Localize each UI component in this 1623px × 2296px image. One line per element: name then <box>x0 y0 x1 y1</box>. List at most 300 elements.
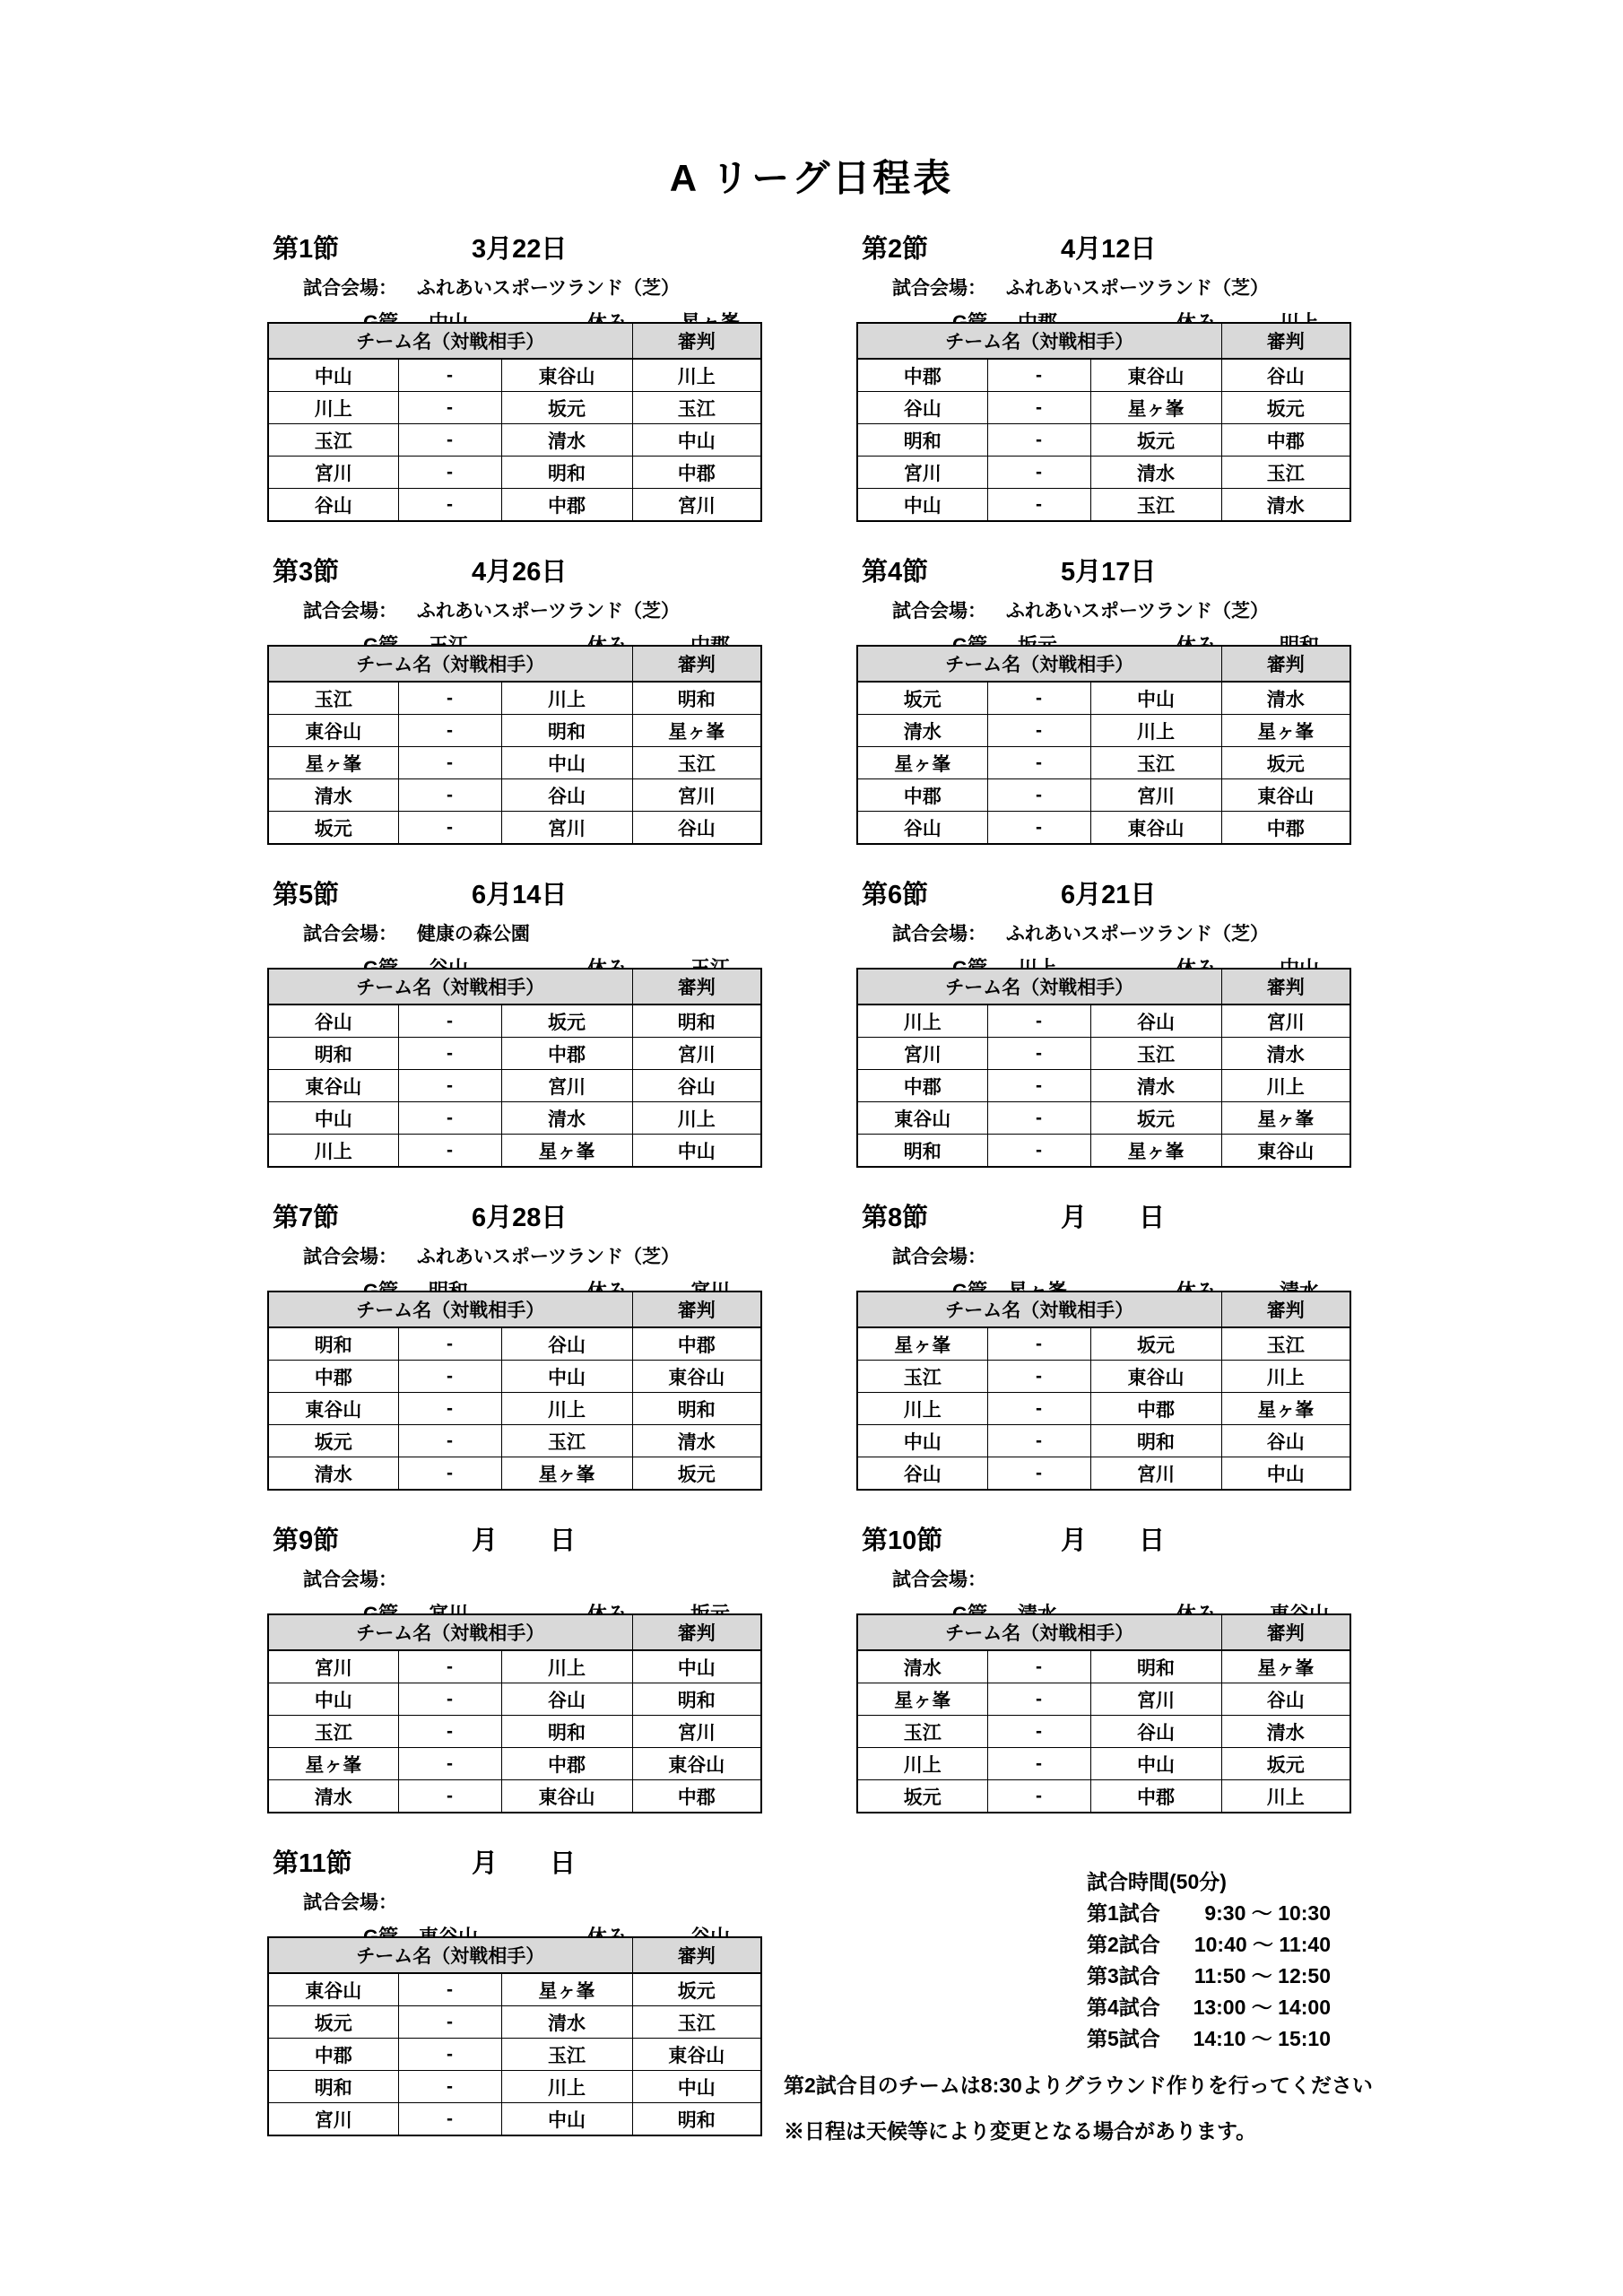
match-vs-dash: - <box>398 2039 501 2071</box>
match-opponent: 東谷山 <box>501 1780 632 1813</box>
match-opponent: 清水 <box>501 424 632 457</box>
match-row <box>857 1780 1350 1813</box>
match-opponent: 川上 <box>501 682 632 715</box>
match-opponent: 宮川 <box>1090 1683 1221 1716</box>
match-vs-dash: - <box>987 779 1090 812</box>
match-opponent: 明和 <box>1090 1650 1221 1683</box>
match-row <box>857 1425 1350 1457</box>
match-row <box>857 1650 1350 1683</box>
match-table <box>267 322 762 522</box>
match-opponent: 中郡 <box>501 1038 632 1070</box>
venue-label: 試合会場： <box>892 278 986 299</box>
match-row <box>268 1650 761 1683</box>
match-row <box>268 1038 761 1070</box>
match-team: 川上 <box>268 1135 398 1168</box>
match-time-label: 第5試合 <box>1087 2027 1160 2050</box>
match-opponent: 東谷山 <box>1090 359 1221 392</box>
match-opponent: 中郡 <box>1090 1780 1221 1813</box>
match-opponent: 中郡 <box>501 1748 632 1780</box>
match-team: 星ヶ峯 <box>268 747 398 779</box>
match-opponent: 川上 <box>501 1650 632 1683</box>
section-title: 第9節 <box>273 1526 340 1555</box>
match-row <box>268 457 761 489</box>
match-vs-dash: - <box>987 1004 1090 1038</box>
match-vs-dash: - <box>398 1102 501 1135</box>
match-row <box>268 812 761 845</box>
match-referee: 清水 <box>1221 489 1350 522</box>
section-date: 6月28日 <box>472 1204 568 1232</box>
match-vs-dash: - <box>987 392 1090 424</box>
match-vs-dash: - <box>398 1135 501 1168</box>
match-team: 谷山 <box>268 489 398 522</box>
match-opponent: 谷山 <box>1090 1716 1221 1748</box>
match-row <box>857 392 1350 424</box>
match-opponent: 明和 <box>501 457 632 489</box>
match-row <box>857 1748 1350 1780</box>
match-time-row <box>1087 1992 1331 2023</box>
team-vs-header: チーム名（対戦相手） <box>268 1292 632 1327</box>
match-table <box>856 645 1351 845</box>
match-row <box>268 1780 761 1813</box>
match-opponent: 坂元 <box>1090 1327 1221 1361</box>
match-row <box>268 489 761 522</box>
match-table-header-row <box>268 1292 761 1327</box>
match-opponent: 玉江 <box>501 1425 632 1457</box>
match-row <box>268 2006 761 2039</box>
match-row <box>268 359 761 392</box>
match-table <box>856 1291 1351 1491</box>
match-row <box>857 359 1350 392</box>
match-opponent: 坂元 <box>501 1004 632 1038</box>
match-opponent: 玉江 <box>501 2039 632 2071</box>
match-vs-dash: - <box>398 747 501 779</box>
section-title: 第2節 <box>862 235 929 264</box>
match-opponent: 東谷山 <box>501 359 632 392</box>
match-row <box>268 2071 761 2103</box>
league-round-section <box>267 1197 771 1520</box>
match-team: 明和 <box>268 2071 398 2103</box>
match-team: 川上 <box>857 1748 987 1780</box>
venue-value: ふれあいスポーツランド（芝） <box>1005 278 1270 299</box>
match-vs-dash: - <box>987 424 1090 457</box>
match-opponent: 清水 <box>1090 457 1221 489</box>
match-opponent: 中郡 <box>1090 1393 1221 1425</box>
weather-change-note: ※日程は天候等により変更となる場合があります。 <box>784 2119 1257 2143</box>
match-referee: 中山 <box>632 1650 761 1683</box>
match-opponent: 宮川 <box>501 812 632 845</box>
match-opponent: 川上 <box>1090 715 1221 747</box>
match-referee: 東谷山 <box>632 1748 761 1780</box>
match-team: 星ヶ峯 <box>857 1327 987 1361</box>
match-referee: 玉江 <box>632 2006 761 2039</box>
match-opponent: 坂元 <box>501 392 632 424</box>
match-row <box>857 812 1350 845</box>
match-row <box>268 747 761 779</box>
section-date: 6月14日 <box>472 881 568 909</box>
section-title: 第8節 <box>862 1204 929 1232</box>
match-vs-dash: - <box>987 747 1090 779</box>
match-time-value: 13:00 ～ 14:00 <box>1193 1996 1331 2019</box>
match-vs-dash: - <box>987 1683 1090 1716</box>
match-team: 東谷山 <box>268 1070 398 1102</box>
venue-value: ふれあいスポーツランド（芝） <box>416 601 681 622</box>
match-vs-dash: - <box>398 1780 501 1813</box>
match-vs-dash: - <box>398 1683 501 1716</box>
match-team: 清水 <box>268 1457 398 1491</box>
match-referee: 坂元 <box>1221 1748 1350 1780</box>
match-opponent: 明和 <box>501 715 632 747</box>
match-referee: 星ヶ峯 <box>1221 1102 1350 1135</box>
match-vs-dash: - <box>987 489 1090 522</box>
team-vs-header: チーム名（対戦相手） <box>857 1614 1221 1650</box>
venue-value: 健康の森公園 <box>416 924 530 944</box>
venue-label: 試合会場： <box>892 601 986 622</box>
section-date: 6月21日 <box>1061 881 1157 909</box>
match-opponent: 中山 <box>1090 1748 1221 1780</box>
match-row <box>268 1361 761 1393</box>
match-referee: 川上 <box>632 359 761 392</box>
match-referee: 星ヶ峯 <box>632 715 761 747</box>
match-team: 玉江 <box>857 1716 987 1748</box>
match-vs-dash: - <box>398 457 501 489</box>
match-team: 玉江 <box>268 1716 398 1748</box>
match-referee: 中山 <box>632 2071 761 2103</box>
match-referee: 星ヶ峯 <box>1221 1650 1350 1683</box>
match-vs-dash: - <box>987 1361 1090 1393</box>
venue-label: 試合会場： <box>303 1570 397 1590</box>
match-referee: 明和 <box>632 1393 761 1425</box>
referee-header: 審判 <box>632 646 761 682</box>
match-table <box>267 1936 762 2136</box>
match-opponent: 星ヶ峯 <box>501 1457 632 1491</box>
venue-row <box>303 919 530 946</box>
match-referee: 明和 <box>632 1683 761 1716</box>
match-vs-dash: - <box>398 1716 501 1748</box>
league-round-section <box>267 1843 771 2166</box>
match-opponent: 谷山 <box>1090 1004 1221 1038</box>
match-team: 坂元 <box>857 1780 987 1813</box>
match-opponent: 星ヶ峯 <box>501 1973 632 2006</box>
match-opponent: 宮川 <box>501 1070 632 1102</box>
match-row <box>857 1102 1350 1135</box>
section-title: 第1節 <box>273 235 340 264</box>
match-vs-dash: - <box>398 715 501 747</box>
match-referee: 川上 <box>632 1102 761 1135</box>
match-table-header-row <box>268 646 761 682</box>
section-title: 第6節 <box>862 881 929 909</box>
match-team: 中山 <box>857 489 987 522</box>
match-row <box>857 1135 1350 1168</box>
match-opponent: 坂元 <box>1090 424 1221 457</box>
match-team: 星ヶ峯 <box>857 1683 987 1716</box>
match-team: 谷山 <box>857 392 987 424</box>
match-team: 明和 <box>268 1038 398 1070</box>
match-row <box>268 424 761 457</box>
match-vs-dash: - <box>398 1650 501 1683</box>
ground-preparation-note: 第2試合目のチームは8:30よりグラウンド作りを行ってください <box>784 2074 1373 2097</box>
match-team: 坂元 <box>268 1425 398 1457</box>
venue-value: ふれあいスポーツランド（芝） <box>1005 601 1270 622</box>
match-referee: 清水 <box>1221 1716 1350 1748</box>
match-vs-dash: - <box>398 1748 501 1780</box>
match-row <box>268 1135 761 1168</box>
match-row <box>857 1038 1350 1070</box>
match-team: 明和 <box>268 1327 398 1361</box>
match-team: 清水 <box>268 779 398 812</box>
match-time-label: 第4試合 <box>1087 1996 1160 2019</box>
page-title: A リーグ日程表 <box>669 157 954 199</box>
match-vs-dash: - <box>398 2006 501 2039</box>
match-team: 星ヶ峯 <box>857 747 987 779</box>
match-row <box>857 747 1350 779</box>
match-referee: 坂元 <box>632 1457 761 1491</box>
match-table <box>856 322 1351 522</box>
match-referee: 清水 <box>632 1425 761 1457</box>
match-vs-dash: - <box>398 779 501 812</box>
match-table-header-row <box>857 969 1350 1004</box>
team-vs-header: チーム名（対戦相手） <box>268 1614 632 1650</box>
match-row <box>857 489 1350 522</box>
match-opponent: 川上 <box>501 1393 632 1425</box>
match-referee: 中郡 <box>632 1327 761 1361</box>
referee-header: 審判 <box>632 969 761 1004</box>
match-time-row <box>1087 1929 1331 1961</box>
match-vs-dash: - <box>987 1780 1090 1813</box>
match-vs-dash: - <box>987 1070 1090 1102</box>
match-row <box>268 715 761 747</box>
league-round-section <box>856 229 1360 552</box>
match-referee: 明和 <box>632 682 761 715</box>
match-vs-dash: - <box>987 1748 1090 1780</box>
venue-row <box>892 596 1269 623</box>
match-row <box>857 1070 1350 1102</box>
match-team: 清水 <box>857 1650 987 1683</box>
match-vs-dash: - <box>987 1457 1090 1491</box>
referee-header: 審判 <box>1221 646 1350 682</box>
league-round-section <box>267 874 771 1197</box>
match-opponent: 谷山 <box>501 1327 632 1361</box>
match-vs-dash: - <box>987 1038 1090 1070</box>
match-team: 宮川 <box>857 457 987 489</box>
match-row <box>268 1973 761 2006</box>
match-referee: 明和 <box>632 2103 761 2136</box>
match-referee: 清水 <box>1221 682 1350 715</box>
match-table-header-row <box>268 323 761 359</box>
match-opponent: 清水 <box>501 2006 632 2039</box>
match-team: 東谷山 <box>268 1973 398 2006</box>
match-referee: 東谷山 <box>632 2039 761 2071</box>
match-opponent: 玉江 <box>1090 747 1221 779</box>
match-team: 坂元 <box>857 682 987 715</box>
match-vs-dash: - <box>987 1716 1090 1748</box>
match-referee: 東谷山 <box>1221 1135 1350 1168</box>
match-table <box>856 968 1351 1168</box>
match-time-value: 11:50 ～ 12:50 <box>1193 1964 1331 1987</box>
match-referee: 坂元 <box>1221 747 1350 779</box>
match-referee: 星ヶ峯 <box>1221 1393 1350 1425</box>
match-row <box>268 1425 761 1457</box>
match-vs-dash: - <box>398 1327 501 1361</box>
match-row <box>857 1457 1350 1491</box>
venue-label: 試合会場： <box>303 278 397 299</box>
league-round-section <box>856 1520 1360 1843</box>
match-vs-dash: - <box>398 1070 501 1102</box>
match-opponent: 中山 <box>501 1361 632 1393</box>
match-row <box>857 1683 1350 1716</box>
match-table <box>856 1613 1351 1813</box>
match-team: 清水 <box>268 1780 398 1813</box>
venue-row <box>303 274 680 300</box>
match-row <box>268 1004 761 1038</box>
match-team: 中山 <box>268 1683 398 1716</box>
match-row <box>268 1327 761 1361</box>
match-opponent: 明和 <box>501 1716 632 1748</box>
match-opponent: 宮川 <box>1090 779 1221 812</box>
notes-block <box>784 2063 1373 2154</box>
referee-header: 審判 <box>632 1937 761 1973</box>
team-vs-header: チーム名（対戦相手） <box>857 969 1221 1004</box>
referee-header: 審判 <box>632 1292 761 1327</box>
team-vs-header: チーム名（対戦相手） <box>268 323 632 359</box>
venue-row <box>892 919 1269 946</box>
match-opponent: 星ヶ峯 <box>1090 392 1221 424</box>
match-table-header-row <box>857 1614 1350 1650</box>
match-row <box>268 682 761 715</box>
venue-row <box>303 1565 412 1592</box>
venue-row <box>892 1242 1001 1269</box>
match-opponent: 宮川 <box>1090 1457 1221 1491</box>
match-vs-dash: - <box>398 2103 501 2136</box>
match-referee: 清水 <box>1221 1038 1350 1070</box>
match-row <box>857 1004 1350 1038</box>
venue-row <box>303 1888 412 1915</box>
section-date: 4月12日 <box>1061 235 1157 264</box>
venue-label: 試合会場： <box>892 1247 986 1267</box>
match-team: 中山 <box>268 359 398 392</box>
referee-header: 審判 <box>1221 1292 1350 1327</box>
match-referee: 宮川 <box>632 1716 761 1748</box>
match-row <box>857 1716 1350 1748</box>
match-referee: 坂元 <box>632 1973 761 2006</box>
match-time-row <box>1087 2023 1331 2055</box>
venue-value: ふれあいスポーツランド（芝） <box>416 1247 681 1267</box>
venue-label: 試合会場： <box>303 924 397 944</box>
section-date: 4月26日 <box>472 558 568 587</box>
match-time-row <box>1087 1898 1331 1929</box>
match-referee: 谷山 <box>1221 1683 1350 1716</box>
venue-row <box>892 274 1269 300</box>
match-row <box>857 715 1350 747</box>
section-date: 月 日 <box>472 1849 577 1878</box>
match-vs-dash: - <box>987 1327 1090 1361</box>
match-team: 明和 <box>857 1135 987 1168</box>
match-team: 川上 <box>857 1393 987 1425</box>
league-round-section <box>856 552 1360 874</box>
match-team: 中郡 <box>857 359 987 392</box>
venue-row <box>892 1565 1001 1592</box>
match-team: 星ヶ峯 <box>268 1748 398 1780</box>
match-referee: 宮川 <box>632 1038 761 1070</box>
match-vs-dash: - <box>987 1650 1090 1683</box>
team-vs-header: チーム名（対戦相手） <box>268 1937 632 1973</box>
match-referee: 宮川 <box>1221 1004 1350 1038</box>
match-team: 明和 <box>857 424 987 457</box>
team-vs-header: チーム名（対戦相手） <box>268 646 632 682</box>
match-team: 東谷山 <box>268 1393 398 1425</box>
match-team: 坂元 <box>268 2006 398 2039</box>
venue-label: 試合会場： <box>892 1570 986 1590</box>
match-referee: 坂元 <box>1221 392 1350 424</box>
match-opponent: 中山 <box>501 747 632 779</box>
venue-value: ふれあいスポーツランド（芝） <box>1005 924 1270 944</box>
match-team: 谷山 <box>268 1004 398 1038</box>
match-opponent: 玉江 <box>1090 1038 1221 1070</box>
match-referee: 玉江 <box>632 392 761 424</box>
match-row <box>268 392 761 424</box>
match-referee: 中郡 <box>632 1780 761 1813</box>
match-times-title: 試合時間(50分) <box>1087 1870 1227 1893</box>
match-table-header-row <box>268 969 761 1004</box>
match-row <box>268 1716 761 1748</box>
match-opponent: 東谷山 <box>1090 1361 1221 1393</box>
match-referee: 星ヶ峯 <box>1221 715 1350 747</box>
match-row <box>268 779 761 812</box>
venue-row <box>303 1242 680 1269</box>
league-round-section <box>267 229 771 552</box>
venue-label: 試合会場： <box>303 601 397 622</box>
referee-header: 審判 <box>1221 323 1350 359</box>
match-vs-dash: - <box>987 812 1090 845</box>
section-date: 5月17日 <box>1061 558 1157 587</box>
match-row <box>857 457 1350 489</box>
match-team: 中郡 <box>268 2039 398 2071</box>
match-team: 中郡 <box>268 1361 398 1393</box>
venue-label: 試合会場： <box>892 924 986 944</box>
venue-label: 試合会場： <box>303 1247 397 1267</box>
team-vs-header: チーム名（対戦相手） <box>857 323 1221 359</box>
referee-header: 審判 <box>1221 1614 1350 1650</box>
match-vs-dash: - <box>987 1393 1090 1425</box>
match-vs-dash: - <box>398 1457 501 1491</box>
section-title: 第11節 <box>273 1849 352 1878</box>
venue-row <box>303 596 680 623</box>
match-opponent: 中郡 <box>501 489 632 522</box>
match-vs-dash: - <box>398 1004 501 1038</box>
match-referee: 中山 <box>1221 1457 1350 1491</box>
venue-label: 試合会場： <box>303 1892 397 1913</box>
match-referee: 谷山 <box>632 812 761 845</box>
section-date: 月 日 <box>472 1526 577 1555</box>
match-referee: 川上 <box>1221 1780 1350 1813</box>
match-row <box>268 1393 761 1425</box>
match-row <box>857 424 1350 457</box>
match-time-value: 10:40 ～ 11:40 <box>1193 1933 1331 1956</box>
match-row <box>857 682 1350 715</box>
match-team: 谷山 <box>857 812 987 845</box>
match-referee: 谷山 <box>632 1070 761 1102</box>
match-team: 玉江 <box>268 424 398 457</box>
match-time-value: 14:10 ～ 15:10 <box>1193 2027 1331 2050</box>
referee-header: 審判 <box>1221 969 1350 1004</box>
section-date: 3月22日 <box>472 235 568 264</box>
section-title: 第5節 <box>273 881 340 909</box>
match-referee: 中山 <box>632 424 761 457</box>
section-title: 第4節 <box>862 558 929 587</box>
match-referee: 中山 <box>632 1135 761 1168</box>
match-opponent: 東谷山 <box>1090 812 1221 845</box>
match-time-label: 第2試合 <box>1087 1933 1160 1956</box>
match-row <box>268 1748 761 1780</box>
